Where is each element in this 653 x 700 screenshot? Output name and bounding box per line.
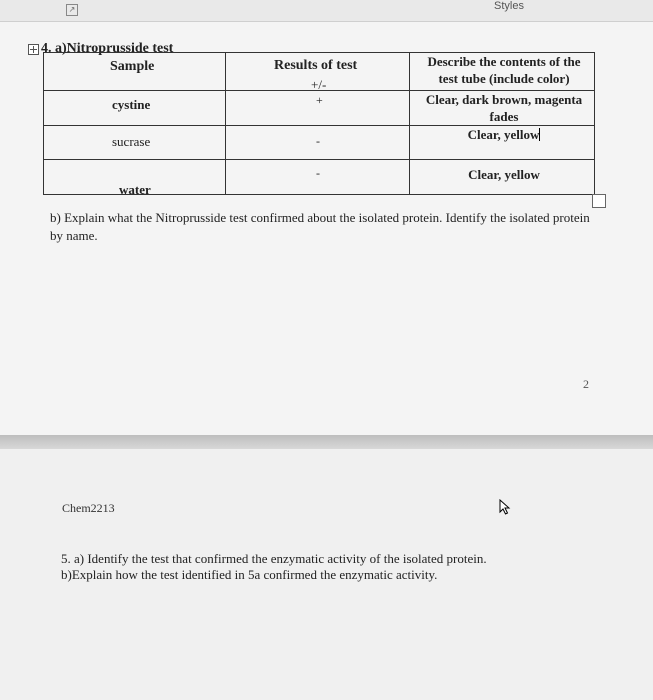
sample-cystine: cystine (112, 97, 151, 112)
cell-desc-sucrase[interactable] (410, 126, 595, 160)
cell-desc-cystine[interactable] (410, 91, 595, 126)
sample-sucrase: sucrase (112, 134, 151, 149)
cell-sample-cystine[interactable] (44, 91, 226, 126)
page-break-gap (0, 435, 653, 449)
question-5b: b)Explain how the test identified in 5a confirmed the enzymatic activity. (61, 567, 438, 582)
table-header-row (44, 53, 595, 91)
header-cell-sample[interactable] (44, 53, 226, 91)
header-results: Results of test (274, 58, 358, 73)
question-5-text[interactable] (61, 551, 487, 583)
cell-desc-water[interactable] (410, 160, 595, 195)
styles-group-label[interactable]: Styles (494, 0, 524, 12)
table-row (44, 91, 595, 126)
question-4-heading: 4. a)Nitroprusside test (41, 41, 174, 56)
question-4b-text[interactable]: b) Explain what the Nitroprusside test confirmed about the isolated protein. Identify the isolated protein by name. (50, 210, 590, 243)
nitroprusside-results-table (43, 52, 595, 195)
desc-cystine: Clear, dark brown, magenta fades (425, 92, 583, 124)
question-5a: 5. a) Identify the test that confirmed the enzymatic activity of the isolated protein. (61, 551, 487, 566)
header-cell-results[interactable] (226, 53, 410, 91)
result-sucrase: - (316, 134, 320, 148)
page-number: 2 (583, 377, 589, 391)
desc-water: Clear, yellow (468, 167, 540, 182)
cell-sample-sucrase[interactable] (44, 126, 226, 160)
mouse-pointer-icon (498, 499, 512, 515)
table-row (44, 126, 595, 160)
table-row (44, 160, 595, 195)
result-water: - (316, 166, 320, 180)
header-results-legend: +/- (311, 77, 327, 92)
sample-water: water (119, 182, 151, 197)
desc-sucrase: Clear, yellow (467, 127, 540, 142)
text-caret (539, 128, 540, 141)
result-cystine: + (316, 93, 323, 107)
cell-result-water[interactable] (226, 160, 410, 195)
header-describe: Describe the contents of the test tube (include color) (427, 54, 581, 86)
dialog-launcher-icon[interactable]: ↗ (66, 4, 78, 16)
table-move-handle-icon[interactable] (28, 44, 39, 55)
footer-course-code: Chem2213 (62, 501, 115, 515)
table-resize-handle[interactable] (592, 194, 606, 208)
header-cell-describe[interactable] (410, 53, 595, 91)
ribbon-bar (0, 0, 653, 22)
cell-sample-water[interactable] (44, 160, 226, 195)
cell-result-cystine[interactable] (226, 91, 410, 126)
header-sample: Sample (110, 59, 155, 74)
cell-result-sucrase[interactable] (226, 126, 410, 160)
